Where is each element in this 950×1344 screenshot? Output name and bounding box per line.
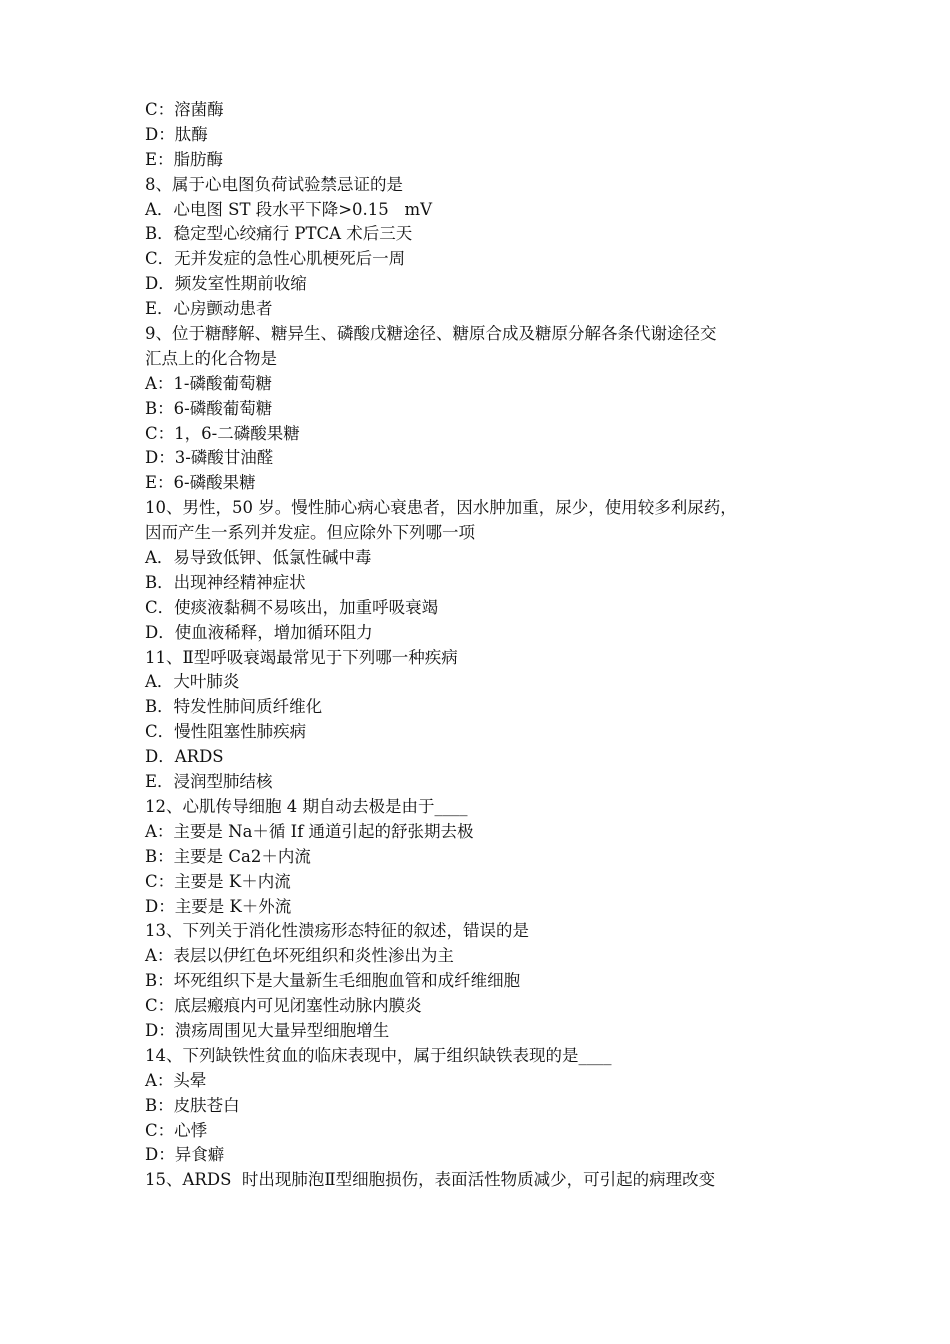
text-line: C．慢性阻塞性肺疾病 — [145, 722, 307, 742]
text-line: B：坏死组织下是大量新生毛细胞血管和成纤维细胞 — [145, 971, 521, 991]
text-line: E：6-磷酸果糖 — [145, 473, 256, 493]
text-line: C：1，6-二磷酸果糖 — [145, 423, 300, 443]
text-line: D．频发室性期前收缩 — [145, 274, 307, 294]
text-line: D：异食癖 — [145, 1145, 225, 1165]
text-line: A．易导致低钾、低氯性碱中毒 — [145, 548, 372, 568]
text-line: B．特发性肺间质纤维化 — [145, 697, 323, 717]
text-line: 10、男性，50 岁。慢性肺心病心衰患者，因水肿加重，尿少，使用较多利尿药， — [145, 498, 737, 518]
text-line: C：主要是 K＋内流 — [145, 871, 291, 891]
text-line: C：溶菌酶 — [145, 100, 224, 119]
text-line: C：底层瘢痕内可见闭塞性动脉内膜炎 — [145, 996, 422, 1016]
text-line: 13、下列关于消化性溃疡形态特征的叙述，错误的是 — [145, 921, 529, 941]
text-line: E：脂肪酶 — [145, 149, 224, 169]
text-line: D：溃疡周围见大量异型细胞增生 — [145, 1020, 390, 1040]
text-line: 12、心肌传导细胞 4 期自动去极是由于____ — [145, 796, 468, 816]
text-line: B：6-磷酸葡萄糖 — [145, 398, 273, 418]
text-line: B：皮肤苍白 — [145, 1095, 240, 1115]
text-line: D．ARDS — [145, 747, 224, 767]
text-line: D：肽酶 — [145, 124, 208, 144]
text-line: C：心悸 — [145, 1120, 208, 1140]
text-line: B．出现神经精神症状 — [145, 572, 306, 592]
text-line: 因而产生一系列并发症。但应除外下列哪一项 — [145, 523, 475, 543]
text-line: A：头晕 — [145, 1070, 207, 1090]
text-line: B．稳定型心绞痛行 PTCA 术后三天 — [145, 224, 413, 244]
text-line: A：主要是 Na＋循 If 通道引起的舒张期去极 — [145, 821, 474, 841]
text-line: D．使血液稀释，增加循环阻力 — [145, 622, 373, 642]
text-line: 15、ARDS 时出现肺泡Ⅱ型细胞损伤，表面活性物质减少，可引起的病理改变 — [145, 1170, 716, 1190]
text-line: A．心电图 ST 段水平下降>0.15 mV — [145, 199, 433, 219]
document-body — [145, 98, 815, 1193]
text-line: E．心房颤动患者 — [145, 299, 273, 319]
text-line: D：主要是 K＋外流 — [145, 896, 292, 916]
text-line: 9、位于糖酵解、糖异生、磷酸戊糖途径、糖原合成及糖原分解各条代谢途径交 — [145, 324, 717, 344]
text-line: A．大叶肺炎 — [145, 672, 240, 692]
text-line: 14、下列缺铁性贫血的临床表现中，属于组织缺铁表现的是____ — [145, 1045, 612, 1065]
text-line: 8、属于心电图负荷试验禁忌证的是 — [145, 174, 403, 194]
text-line: 11、Ⅱ型呼吸衰竭最常见于下列哪一种疾病 — [145, 647, 458, 667]
text-line: B：主要是 Ca2＋内流 — [145, 846, 311, 866]
text-line: 汇点上的化合物是 — [145, 348, 277, 368]
text-line: E．浸润型肺结核 — [145, 772, 273, 792]
text-line: C．无并发症的急性心肌梗死后一周 — [145, 249, 406, 269]
text-line: A：1-磷酸葡萄糖 — [145, 373, 272, 393]
text-line: A：表层以伊红色坏死组织和炎性渗出为主 — [145, 946, 454, 966]
text-line: D：3-磷酸甘油醛 — [145, 448, 274, 468]
text-line: C．使痰液黏稠不易咳出，加重呼吸衰竭 — [145, 597, 439, 617]
